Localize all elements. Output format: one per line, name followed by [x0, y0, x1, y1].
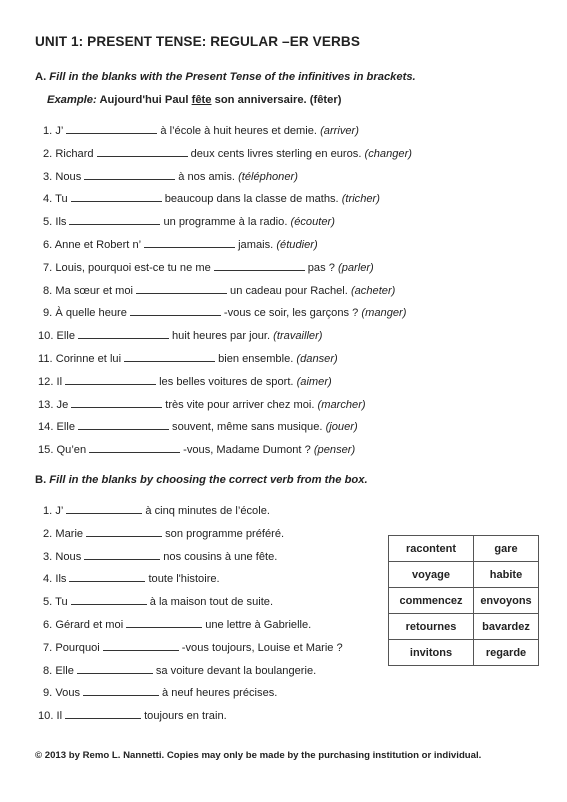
- item-text-after: sa voiture devant la boulangerie.: [155, 664, 317, 677]
- item-text-before: Elle: [56, 421, 76, 434]
- exercise-item: [43, 526, 284, 541]
- infinitive-hint: (penser): [313, 444, 356, 457]
- word-box-row: [389, 562, 539, 588]
- item-text-before: Ma sœur et moi: [55, 284, 134, 297]
- word-box-verb: regarde: [474, 640, 539, 666]
- word-box-verb: invitons: [389, 640, 474, 666]
- word-box-verb: racontent: [389, 536, 474, 562]
- exercise-item: [43, 169, 298, 184]
- answer-blank[interactable]: [103, 640, 179, 651]
- answer-blank[interactable]: [124, 351, 215, 362]
- item-text-after: toujours en train.: [144, 710, 227, 723]
- word-box-verb: gare: [474, 536, 539, 562]
- item-text-after: -vous ce soir, les garçons ?: [223, 307, 359, 320]
- item-text-before: Qu’en: [56, 444, 87, 457]
- item-number: 1.: [43, 125, 53, 137]
- answer-blank[interactable]: [144, 237, 235, 248]
- item-text-after: nos cousins à une fête.: [163, 550, 278, 563]
- word-box-row: [389, 640, 539, 666]
- item-number: 3.: [43, 170, 53, 183]
- item-text-after: les belles voitures de sport.: [159, 375, 294, 388]
- item-text-after: pas ?: [307, 261, 335, 274]
- item-text-before: Vous: [55, 687, 81, 700]
- item-number: 10.: [38, 330, 54, 343]
- infinitive-hint: (travailler): [273, 330, 323, 343]
- infinitive-hint: (téléphoner): [238, 170, 298, 183]
- item-text-before: Tu: [55, 596, 68, 609]
- item-number: 2.: [43, 527, 53, 540]
- item-text-after: à l’école à huit heures et demie.: [160, 125, 318, 137]
- item-text-after: -vous toujours, Louise et Marie ?: [181, 641, 343, 654]
- item-text-before: Ils: [55, 573, 67, 586]
- answer-blank[interactable]: [214, 260, 305, 271]
- item-text-before: Gérard et moi: [55, 619, 124, 631]
- copyright-footer: © 2013 by Remo L. Nannetti. Copies may only be made by the purchasing institution or individual.: [35, 750, 482, 761]
- exercise-item: [38, 374, 332, 389]
- item-text-before: Richard: [55, 147, 94, 160]
- answer-blank[interactable]: [69, 571, 145, 582]
- item-text-after: toute l'histoire.: [148, 573, 220, 586]
- item-number: 13.: [38, 398, 54, 411]
- item-text-after: un programme à la radio.: [163, 216, 288, 229]
- answer-blank[interactable]: [78, 419, 169, 430]
- item-text-before: Nous: [55, 550, 82, 563]
- item-number: 4.: [43, 573, 53, 586]
- item-text-before: Marie: [55, 527, 84, 540]
- infinitive-hint: (marcher): [317, 398, 366, 411]
- answer-blank[interactable]: [66, 503, 142, 514]
- exercise-item: [43, 571, 220, 586]
- item-number: 6.: [43, 239, 53, 251]
- word-box-row: [389, 614, 539, 640]
- item-text-before: Il: [56, 375, 63, 388]
- answer-blank[interactable]: [97, 146, 188, 157]
- word-box-verb: bavardez: [474, 614, 539, 640]
- item-text-after: un cadeau pour Rachel.: [230, 284, 348, 297]
- item-number: 3.: [43, 550, 53, 563]
- item-text-before: Nous: [55, 170, 82, 183]
- answer-blank[interactable]: [86, 526, 162, 537]
- item-text-before: Elle: [55, 664, 74, 677]
- word-box-verb: voyage: [389, 562, 474, 588]
- exercise-item: [43, 617, 311, 632]
- answer-blank[interactable]: [84, 549, 160, 560]
- section-a-heading: [35, 71, 416, 83]
- word-box-row: [389, 588, 539, 614]
- item-text-before: Je: [56, 398, 69, 411]
- item-number: 7.: [43, 261, 53, 274]
- answer-blank[interactable]: [136, 283, 227, 294]
- exercise-item: [38, 351, 338, 366]
- exercise-item: [43, 260, 374, 275]
- exercise-item: [43, 283, 395, 298]
- exercise-item: [43, 594, 273, 609]
- item-text-after: beaucoup dans la classe de maths.: [164, 193, 339, 206]
- word-box-verb: envoyons: [474, 588, 539, 614]
- item-text-before: Anne et Robert n’: [54, 239, 142, 251]
- exercise-item: [43, 549, 277, 564]
- exercise-item: [38, 397, 366, 412]
- example-after: son anniversaire. (fêter): [211, 94, 342, 106]
- exercise-item: [43, 214, 335, 229]
- item-text-before: Ils: [55, 216, 67, 229]
- answer-blank[interactable]: [65, 708, 141, 719]
- item-text-before: À quelle heure: [55, 307, 127, 320]
- item-text-before: Il: [56, 710, 63, 723]
- item-number: 9.: [43, 307, 53, 320]
- section-b-heading: [35, 474, 368, 486]
- word-box-row: [389, 536, 539, 562]
- answer-blank[interactable]: [89, 442, 180, 453]
- item-text-after: très vite pour arriver chez moi.: [165, 398, 315, 411]
- infinitive-hint: (tricher): [341, 193, 380, 206]
- item-text-after: jamais.: [238, 239, 274, 251]
- exercise-item: [38, 708, 227, 723]
- exercise-item: [38, 328, 322, 343]
- word-box-verb: commencez: [389, 588, 474, 614]
- item-number: 12.: [38, 375, 54, 388]
- item-text-before: J’: [55, 505, 64, 517]
- item-text-after: à neuf heures précises.: [162, 687, 278, 700]
- infinitive-hint: (étudier): [276, 239, 318, 251]
- answer-blank[interactable]: [69, 214, 160, 225]
- page-title: UNIT 1: PRESENT TENSE: REGULAR –ER VERBS: [35, 34, 361, 49]
- item-text-after: à cinq minutes de l’école.: [145, 505, 270, 517]
- answer-blank[interactable]: [77, 663, 153, 674]
- item-text-before: Corinne et lui: [55, 353, 122, 365]
- item-text-after: souvent, même sans musique.: [172, 421, 323, 434]
- answer-blank[interactable]: [65, 374, 156, 385]
- exercise-item: [43, 146, 412, 161]
- example-before: Aujourd'hui Paul: [99, 94, 192, 106]
- exercise-item: [43, 123, 359, 138]
- item-number: 6.: [43, 619, 53, 631]
- infinitive-hint: (écouter): [290, 216, 335, 229]
- item-number: 5.: [43, 596, 53, 609]
- infinitive-hint: (aimer): [296, 375, 332, 388]
- item-number: 5.: [43, 216, 53, 229]
- word-box-verb: retournes: [389, 614, 474, 640]
- section-a-letter: A.: [35, 71, 47, 83]
- answer-blank[interactable]: [126, 617, 202, 628]
- item-text-after: son programme préféré.: [165, 527, 285, 540]
- exercise-item: [38, 442, 355, 457]
- item-text-before: Elle: [56, 330, 76, 343]
- answer-blank[interactable]: [83, 685, 159, 696]
- answer-blank[interactable]: [130, 305, 221, 316]
- example-sentence: [47, 94, 341, 106]
- exercise-item: [43, 237, 318, 252]
- item-text-after: à nos amis.: [178, 170, 235, 183]
- item-number: 11.: [38, 353, 53, 365]
- infinitive-hint: (acheter): [350, 284, 396, 297]
- section-b-letter: B.: [35, 474, 47, 486]
- item-text-after: -vous, Madame Dumont ?: [183, 444, 311, 457]
- example-answer: fête: [191, 94, 212, 106]
- section-b-instruction: Fill in the blanks by choosing the correct verb from the box.: [49, 474, 368, 486]
- item-number: 14.: [38, 421, 54, 434]
- exercise-item: [43, 191, 380, 206]
- item-text-after: à la maison tout de suite.: [149, 596, 274, 609]
- item-text-before: J’: [55, 125, 64, 137]
- exercise-item: [43, 640, 343, 655]
- answer-blank[interactable]: [84, 169, 175, 180]
- infinitive-hint: (arriver): [320, 125, 359, 137]
- item-text-after: huit heures par jour.: [172, 330, 271, 343]
- answer-blank[interactable]: [66, 123, 157, 134]
- exercise-item: [43, 685, 277, 700]
- exercise-item: [38, 419, 358, 434]
- item-text-after: deux cents livres sterling en euros.: [190, 147, 362, 160]
- infinitive-hint: (manger): [361, 307, 407, 320]
- item-text-before: Louis, pourquoi est-ce tu ne me: [55, 261, 211, 274]
- item-text-before: Pourquoi: [55, 641, 100, 654]
- item-number: 4.: [43, 193, 53, 206]
- item-text-before: Tu: [55, 193, 68, 206]
- answer-blank[interactable]: [71, 594, 147, 605]
- answer-blank[interactable]: [71, 397, 162, 408]
- infinitive-hint: (changer): [364, 147, 412, 160]
- item-number: 7.: [43, 641, 53, 654]
- example-label: Example:: [47, 94, 97, 106]
- infinitive-hint: (jouer): [325, 421, 358, 434]
- item-number: 1.: [43, 505, 53, 517]
- item-text-after: bien ensemble.: [218, 353, 294, 365]
- answer-blank[interactable]: [78, 328, 169, 339]
- item-number: 8.: [43, 664, 53, 677]
- word-box-verb: habite: [474, 562, 539, 588]
- item-number: 8.: [43, 284, 53, 297]
- verb-word-box: [388, 535, 539, 666]
- item-number: 2.: [43, 147, 53, 160]
- exercise-item: [43, 663, 316, 678]
- item-number: 15.: [38, 444, 54, 457]
- section-a-instruction: Fill in the blanks with the Present Tense of the infinitives in brackets.: [49, 71, 416, 83]
- item-number: 10.: [38, 710, 54, 723]
- answer-blank[interactable]: [71, 191, 162, 202]
- item-number: 9.: [43, 687, 53, 700]
- infinitive-hint: (parler): [338, 261, 374, 274]
- infinitive-hint: (danser): [296, 353, 338, 365]
- item-text-after: une lettre à Gabrielle.: [205, 619, 312, 631]
- exercise-item: [43, 305, 406, 320]
- exercise-item: [43, 503, 270, 518]
